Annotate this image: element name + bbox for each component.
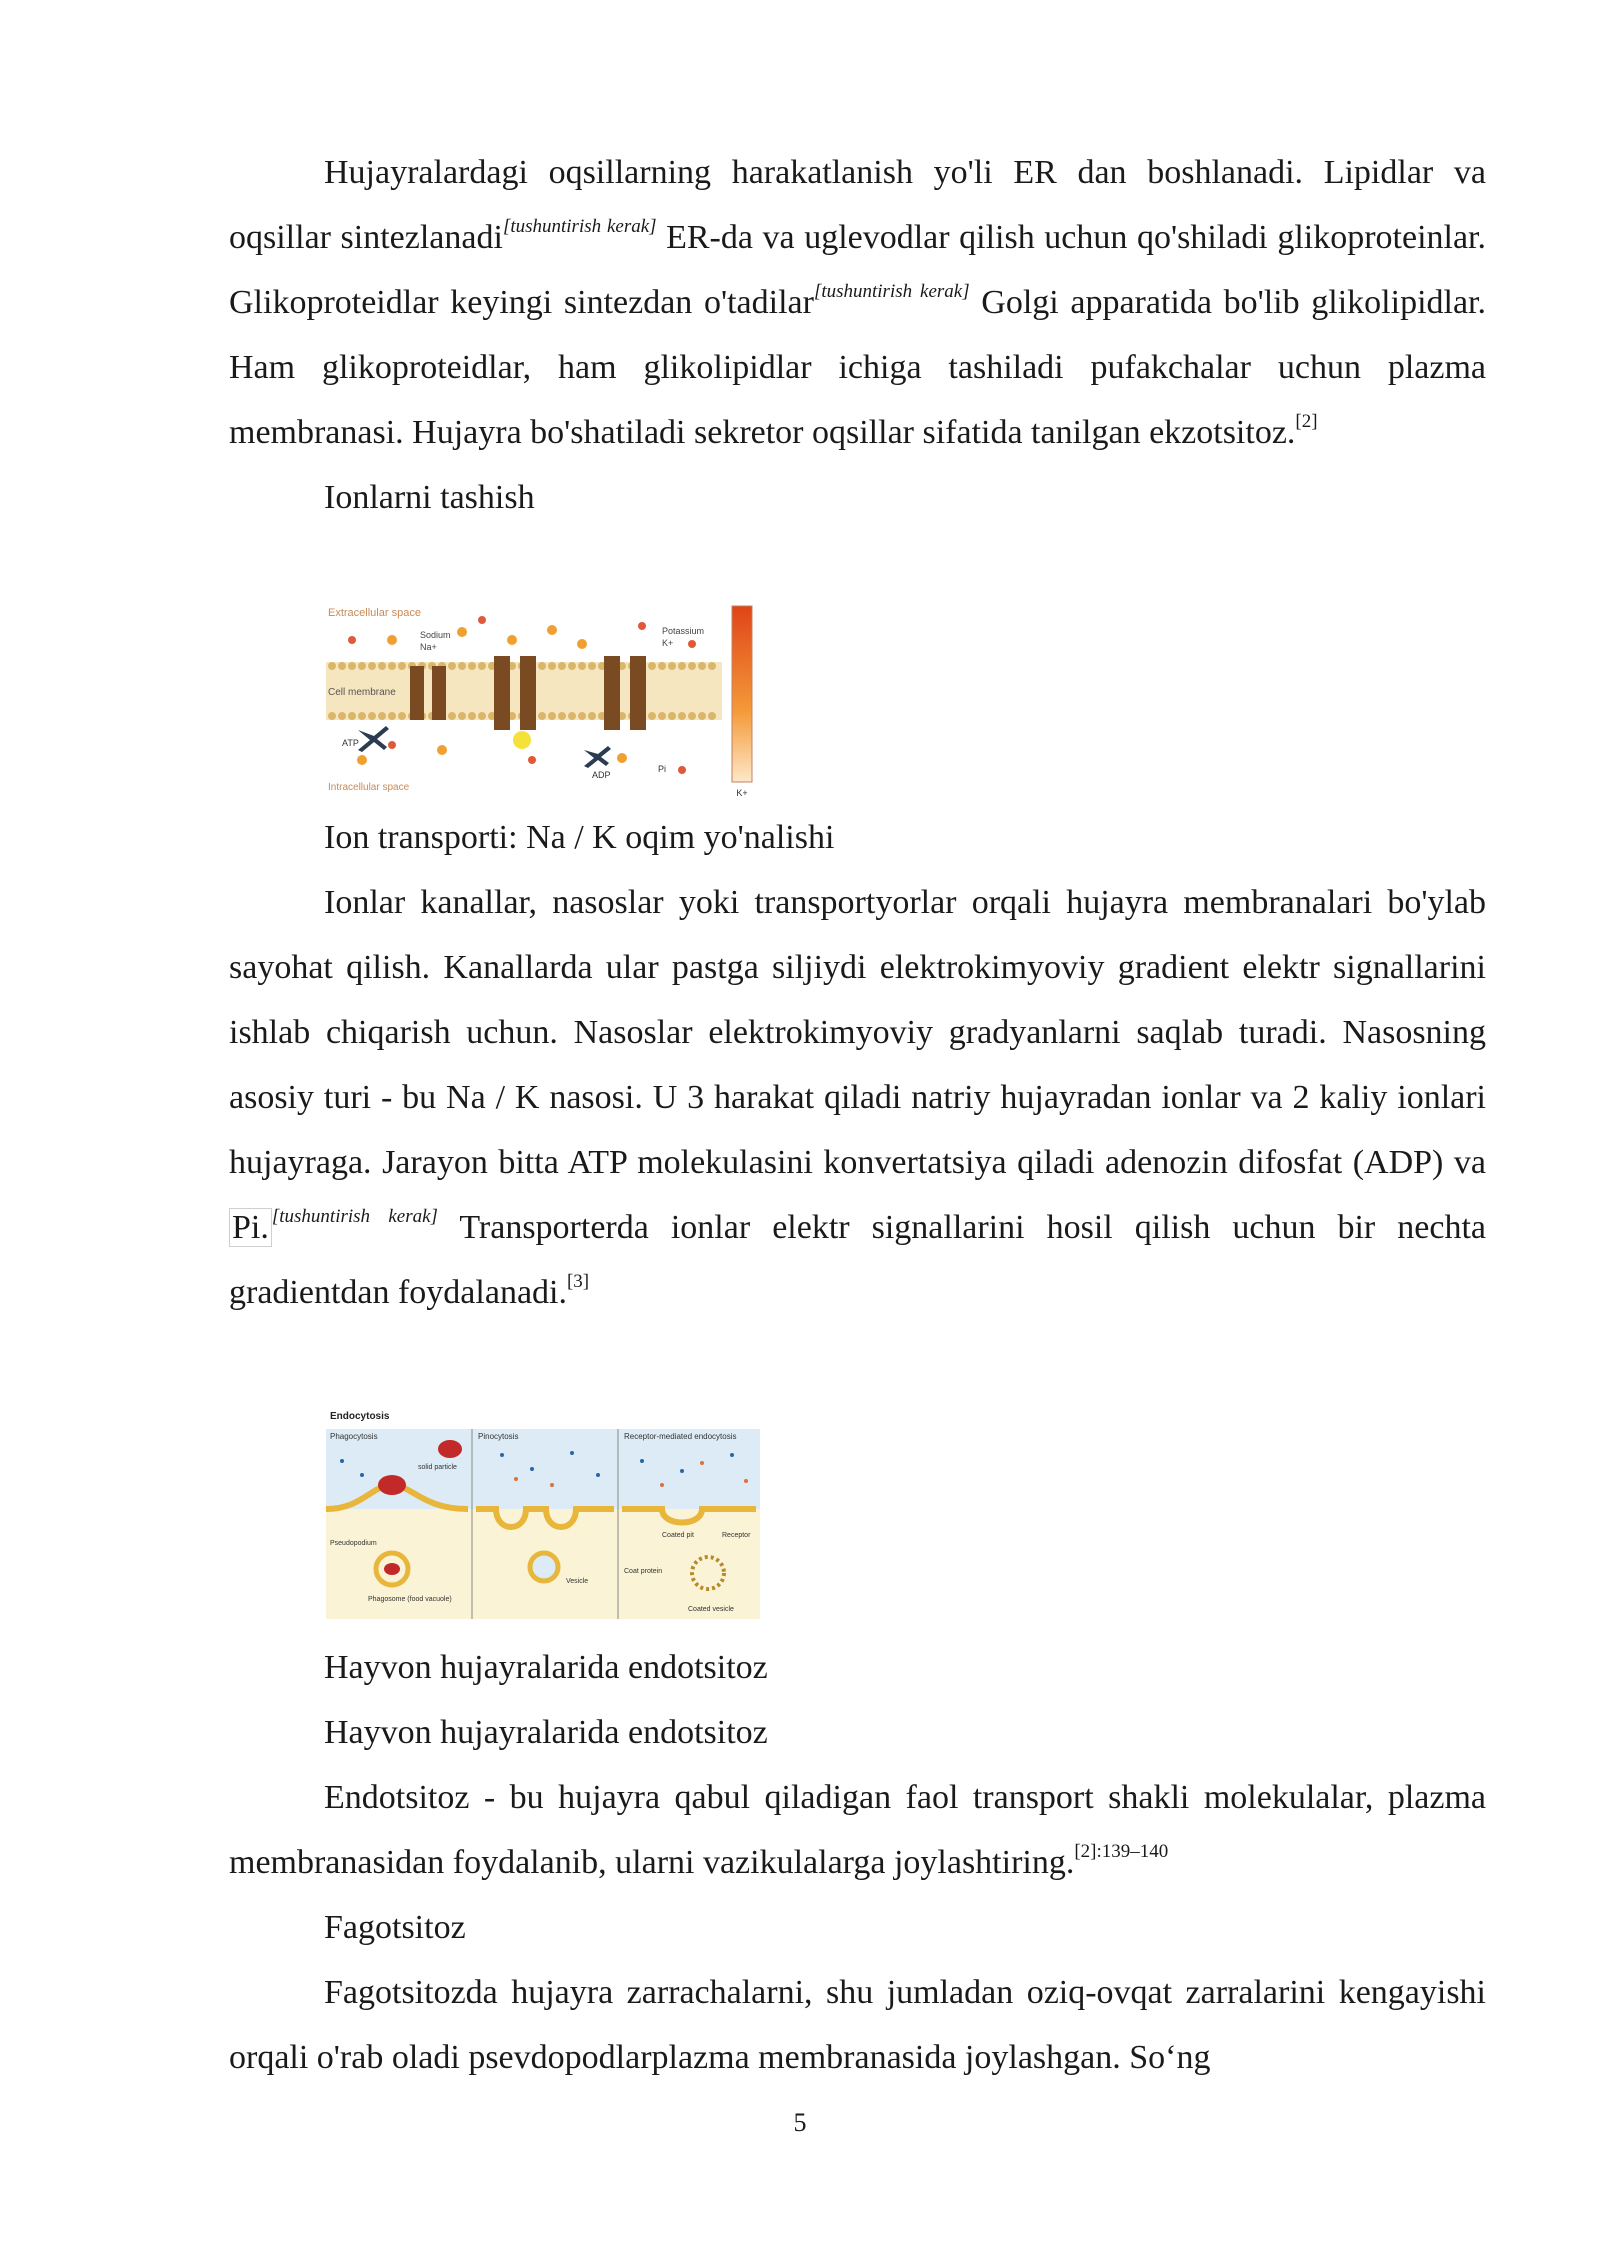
citation-needed[interactable]: [tushuntirish kerak] <box>502 215 657 237</box>
label-vesicle: Vesicle <box>566 1578 589 1585</box>
label-pseudopodium: Pseudopodium <box>330 1540 377 1547</box>
label-na: Na+ <box>420 642 437 652</box>
label-phagosome: Phagosome (food vacuole) <box>368 1596 452 1603</box>
para2-text-a: Ionlar kanallar, nasoslar yoki transportyorlar orqali hujayra membranalari bo'ylab sayohat qilish. Kanallarda ular pastga siljiydi elektrokimyoviy gradient elektr signallarini ishlab chiqarish uchun. Nasoslar elektrokimyoviy gradyanlarni saqlab turadi. Nasosning asosiy turi - bu Na / K nasosi. U 3 harakat qiladi natriy hujayradan ionlar va 2 kaliy ionlari hujayraga. Jarayon bitta ATP molekulasini konvertatsiya qiladi adenozin difosfat (ADP) va <box>229 884 1486 1181</box>
ion-transport-figure <box>322 600 768 800</box>
label-coated-vesicle: Coated vesicle <box>688 1606 734 1613</box>
para1-text-a: Hujayralardagi oqsillarning harakatlanish yo'li ER dan boshlanadi. Lipidlar va oqsillar sintezlanadi <box>229 154 1486 256</box>
label-adp: ADP <box>592 770 611 780</box>
caption-block-1 <box>229 805 1486 1325</box>
reference-link[interactable]: [2] <box>1295 410 1318 432</box>
paragraph-2 <box>229 870 1486 1325</box>
solid-particle-free <box>438 1440 462 1458</box>
para1-text-b: ER-da va uglevodlar qilish uchun qo'shiladi glikoproteinlar. Glikoproteidlar keyingi sintezdan o'tadilar <box>229 219 1486 321</box>
citation-needed[interactable]: [tushuntirish kerak] <box>271 1205 438 1227</box>
label-particle: solid particle <box>418 1464 457 1471</box>
label-extracellular: Extracellular space <box>328 607 421 619</box>
label-endocytosis: Endocytosis <box>330 1411 390 1422</box>
label-atp: ATP <box>342 738 359 748</box>
heading-ion-transport: Ionlarni tashish <box>324 479 535 516</box>
text-block-endocytosis <box>229 1635 1486 2090</box>
label-cell-membrane: Cell membrane <box>328 687 396 698</box>
coated-vesicle <box>692 1557 724 1589</box>
label-receptor: Receptor <box>722 1532 751 1539</box>
na-k-pump <box>410 656 646 730</box>
phosphate-glow <box>513 731 531 749</box>
paragraph-3 <box>229 1765 1486 1895</box>
reference-link[interactable]: [2]:139–140 <box>1074 1840 1169 1862</box>
gradient-bar <box>732 606 752 782</box>
paragraph-4 <box>229 1960 1486 2090</box>
citation-needed[interactable]: [tushuntirish kerak] <box>813 280 970 302</box>
para3-text: Endotsitoz - bu hujayra qabul qiladigan faol transport shakli molekulalar, plazma membranasidan foydalanib, ularni vazikulalarga joylashtiring. <box>229 1779 1486 1881</box>
label-potassium: Potassium <box>662 626 705 636</box>
label-pi: Pi <box>658 764 667 774</box>
label-k-bottom: K+ <box>736 788 748 798</box>
label-intracellular: Intracellular space <box>328 782 410 793</box>
label-receptor-mediated: Receptor-mediated endocytosis <box>624 1432 737 1441</box>
label-coat-protein: Coat protein <box>624 1568 663 1575</box>
label-sodium: Sodium <box>420 630 451 640</box>
figure-caption-endocytosis-2: Hayvon hujayralarida endotsitoz <box>324 1714 768 1751</box>
para2-text-b: Transporterda ionlar elektr signallarini hosil qilish uchun bir nechta gradientdan foydalanadi. <box>229 1209 1486 1311</box>
para1-text-c: Golgi apparatida bo'lib glikolipidlar. Ham glikoproteidlar, ham glikolipidlar ichiga tashiladi pufakchalar uchun plazma membranasi. Hujayra bo'shatiladi sekretor oqsillar sifatida tanilgan ekzotsitoz. <box>229 284 1486 451</box>
reference-link[interactable]: [3] <box>566 1270 590 1292</box>
heading-phagocytosis: Fagotsitoz <box>324 1909 466 1946</box>
figure-caption-endocytosis-1: Hayvon hujayralarida endotsitoz <box>324 1649 768 1686</box>
pi-link[interactable]: Pi. <box>229 1208 272 1247</box>
endocytosis-figure <box>322 1405 768 1623</box>
paragraph-1 <box>229 140 1486 465</box>
solid-particle <box>378 1475 406 1495</box>
figure-caption-ion: Ion transporti: Na / K oqim yo'nalishi <box>324 819 835 856</box>
label-pinocytosis: Pinocytosis <box>478 1432 519 1441</box>
page-number: 5 <box>793 2108 807 2137</box>
paragraph-protein-transport <box>229 140 1486 530</box>
para4-text: Fagotsitozda hujayra zarrachalarni, shu jumladan oziq-ovqat zarralarini kengayishi orqali o'rab oladi psevdopodlarplazma membranasida joylashgan. So‘ng <box>229 1974 1486 2076</box>
label-phagocytosis: Phagocytosis <box>330 1432 378 1441</box>
label-coated-pit: Coated pit <box>662 1532 694 1539</box>
label-k: K+ <box>662 638 674 648</box>
vesicle <box>530 1553 558 1581</box>
engulfed-particle <box>384 1563 400 1575</box>
